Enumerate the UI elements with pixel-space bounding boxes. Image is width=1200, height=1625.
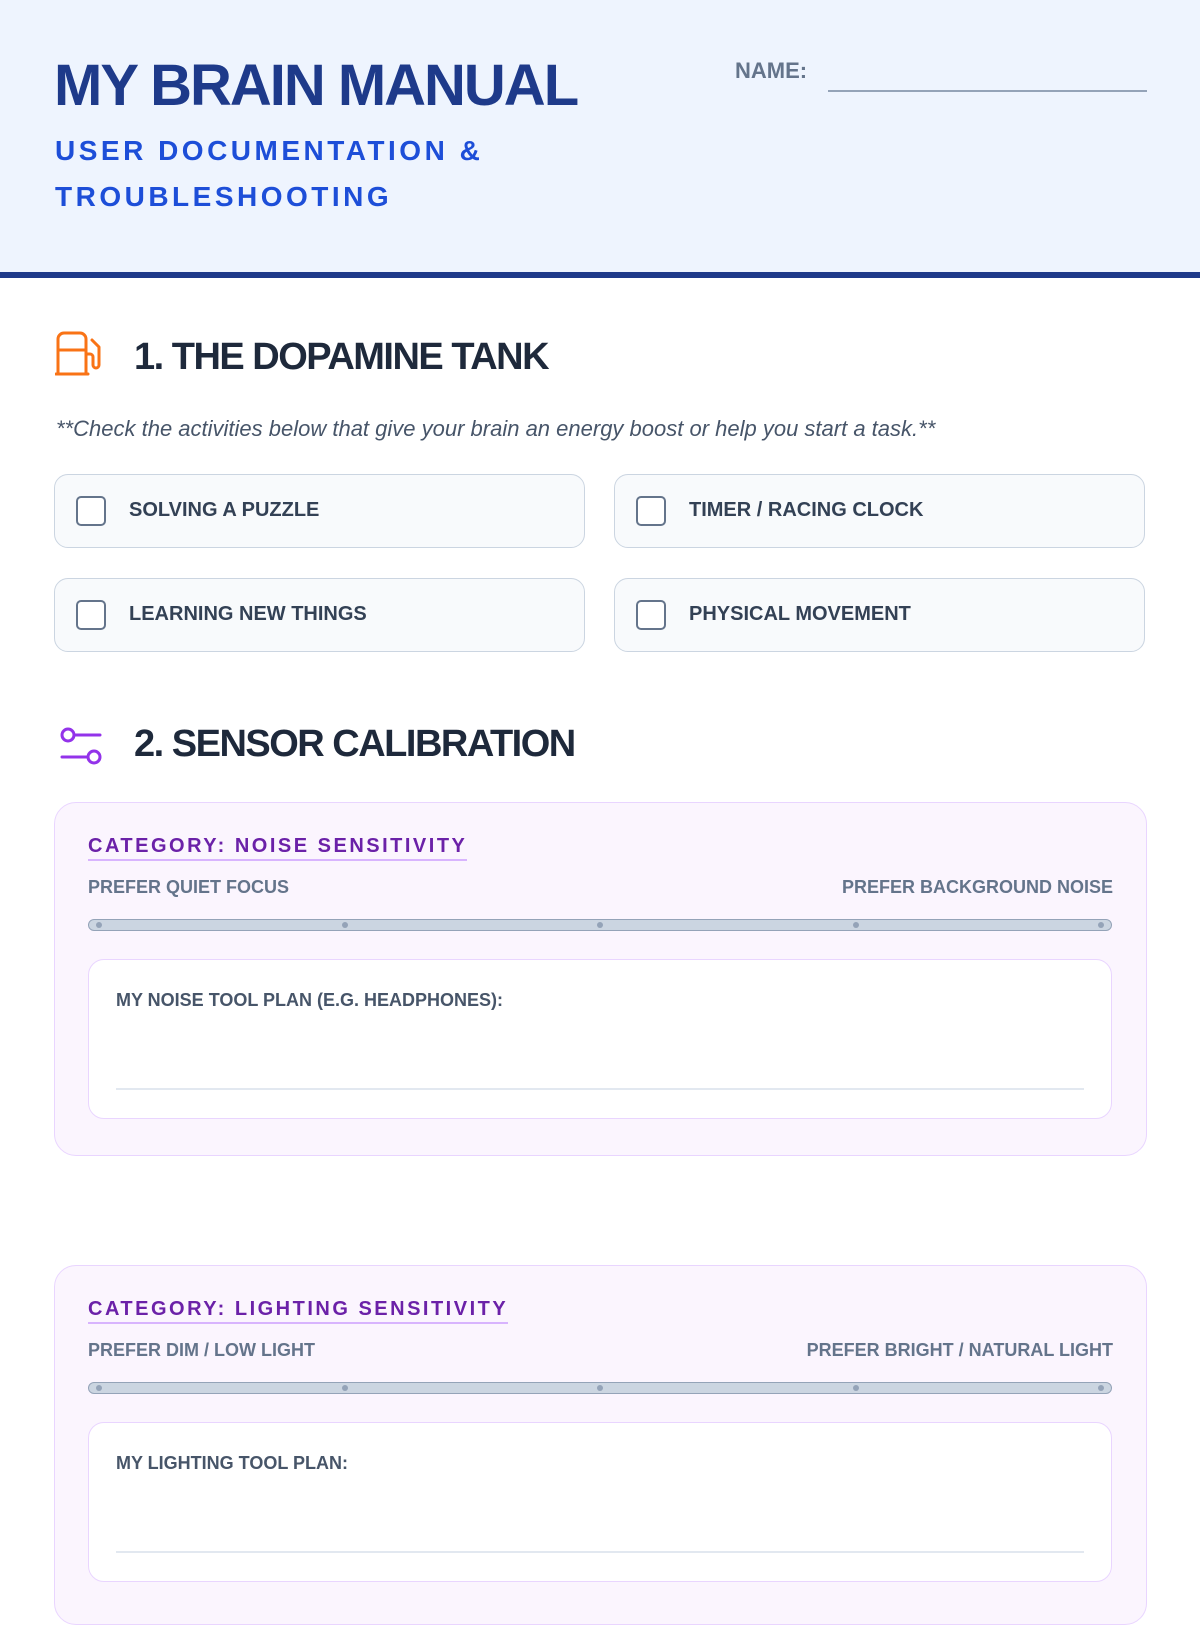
- fuel-pump-icon: [55, 330, 105, 376]
- sliders-icon: [58, 726, 104, 768]
- scale-point[interactable]: [342, 1385, 348, 1391]
- checkbox[interactable]: [636, 496, 666, 526]
- tool-plan-box[interactable]: [88, 959, 1112, 1119]
- scale-max-label: PREFER BACKGROUND NOISE: [841, 877, 1113, 897]
- calibration-card-lighting: [54, 1265, 1147, 1625]
- checkbox-card[interactable]: [54, 474, 585, 548]
- scale-max-label: PREFER BRIGHT / NATURAL LIGHT: [806, 1340, 1113, 1360]
- tool-plan-input[interactable]: [116, 1551, 1084, 1553]
- checkbox-label: LEARNING NEW THINGS: [129, 603, 367, 625]
- page-header: [0, 0, 1200, 278]
- sensitivity-scale[interactable]: [88, 919, 1112, 931]
- page-subtitle: USER DOCUMENTATION & TROUBLESHOOTING: [55, 135, 484, 212]
- section-title-sensor: 2. SENSOR CALIBRATION: [134, 723, 575, 765]
- page-title: MY BRAIN MANUAL: [54, 53, 578, 118]
- scale-min-label: PREFER QUIET FOCUS: [88, 877, 290, 897]
- name-label: NAME:: [735, 58, 808, 83]
- scale-point[interactable]: [597, 1385, 603, 1391]
- checkbox-label: TIMER / RACING CLOCK: [689, 499, 924, 521]
- sensitivity-scale[interactable]: [88, 1382, 1112, 1394]
- name-field[interactable]: [828, 90, 1147, 92]
- tool-plan-label: MY NOISE TOOL PLAN (E.G. HEADPHONES):: [116, 990, 504, 1010]
- scale-point[interactable]: [1098, 922, 1104, 928]
- scale-point[interactable]: [597, 922, 603, 928]
- tool-plan-label: MY LIGHTING TOOL PLAN:: [116, 1453, 349, 1473]
- checkbox-card[interactable]: [54, 578, 585, 652]
- checkbox[interactable]: [76, 496, 106, 526]
- scale-point[interactable]: [96, 922, 102, 928]
- category-title: CATEGORY: LIGHTING SENSITIVITY: [88, 1298, 508, 1324]
- scale-point[interactable]: [853, 922, 859, 928]
- section-instructions: **Check the activities below that give your brain an energy boost or help you start a task.**: [56, 416, 936, 441]
- calibration-card-noise: [54, 802, 1147, 1156]
- checkbox-label: PHYSICAL MOVEMENT: [689, 603, 911, 625]
- checkbox[interactable]: [76, 600, 106, 630]
- checkbox-card[interactable]: [614, 474, 1145, 548]
- checkbox-card[interactable]: [614, 578, 1145, 652]
- scale-point[interactable]: [1098, 1385, 1104, 1391]
- tool-plan-input[interactable]: [116, 1088, 1084, 1090]
- tool-plan-box[interactable]: [88, 1422, 1112, 1582]
- scale-min-label: PREFER DIM / LOW LIGHT: [88, 1340, 315, 1360]
- checkbox[interactable]: [636, 600, 666, 630]
- scale-point[interactable]: [853, 1385, 859, 1391]
- checkbox-label: SOLVING A PUZZLE: [129, 499, 320, 521]
- scale-point[interactable]: [342, 922, 348, 928]
- scale-point[interactable]: [96, 1385, 102, 1391]
- section-title-dopamine: 1. THE DOPAMINE TANK: [134, 336, 549, 378]
- category-title: CATEGORY: NOISE SENSITIVITY: [88, 835, 467, 861]
